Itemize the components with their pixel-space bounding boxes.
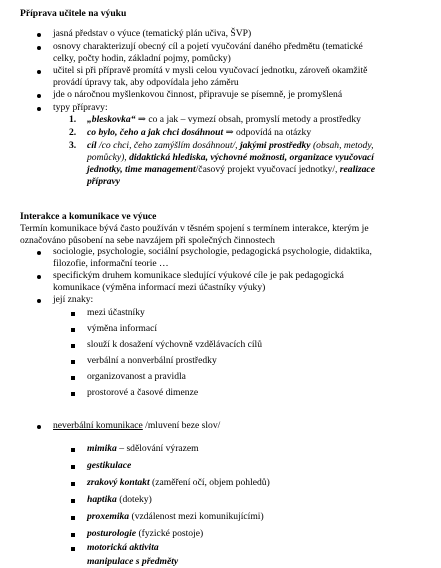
square-bullet [71,547,75,551]
bullet-text: filozofie, informační teorie … [53,258,169,269]
square-bullet [71,360,75,364]
sign-item: prostorové a časové dimenze [87,387,199,398]
bullet-text: komunikace (výměna informací mezi účastníky výuky) [53,282,266,293]
list-number: 3. [69,140,77,151]
text-run: realizace [339,164,375,175]
numbered-item-3-line [87,152,374,164]
bullet-marker [37,70,41,74]
term-note: /mluvení beze slov/ [142,420,221,431]
square-bullet [71,533,75,537]
bullet-marker [37,275,41,279]
nonverbal-item [87,556,178,568]
text-run: didaktická hlediska, výchovné možnosti, organizace vyučovací [129,152,374,163]
bullet-marker [37,299,41,303]
nonverbal-item [87,511,264,523]
bullet-text: specifickým druhem komunikace sledující výukové cíle je pak pedagogická [53,270,344,281]
nonverbal-note: (vzdálenost mezi komunikujícími) [129,511,264,522]
bullet-text: celky, počty hodin, základní pojmy, pomůcky) [53,53,231,64]
sign-item: slouží k dosažení výchovně vzdělávacích cílů [87,339,263,350]
bullet-text: sociologie, psychologie, sociální psychologie, pedagogická psychologie, didaktika, [53,246,372,257]
sign-item: mezi účastníky [87,307,145,318]
bullet-text [53,420,220,432]
nonverbal-term: manipulace s předměty [87,556,179,567]
square-bullet [71,328,75,332]
square-bullet [71,448,75,452]
sign-item: výměna informací [87,323,158,334]
nonverbal-note: – sdělování výrazem [116,443,199,454]
numbered-item-2 [87,127,311,139]
numbered-item-description: ⇒ co a jak – vymezí obsah, promyslí metody a prostředky [135,114,361,125]
nonverbal-item [87,443,199,455]
nonverbal-item [87,528,203,540]
bullet-text: provádí úpravy tak, aby odpovídala jeho záměru [53,77,239,88]
bullet-text: učitel si při přípravě promítá v mysli celou vyučovací jednotku, zároveň okamžitě [53,65,368,76]
text-run: jednotky, time management [87,164,196,175]
nonverbal-term: gestikulace [87,460,132,471]
nonverbal-term: proxemika [87,511,130,522]
list-number: 2. [69,127,77,138]
underlined-term: neverbální komunikace [53,420,143,431]
numbered-item-3 [87,140,373,152]
numbered-item-1 [87,114,361,126]
nonverbal-item [87,460,131,472]
square-bullet [71,465,75,469]
numbered-item-description: ⇒ odpovídá na otázky [223,127,312,138]
section-heading-preparation: Příprava učitele na výuku [20,8,127,19]
bullet-text: její znaky: [53,294,94,305]
bullet-marker [37,251,41,255]
text-run: pomůcky), [87,152,130,163]
numbered-item-3-line [87,164,375,176]
bullet-marker [37,33,41,37]
section-heading-interaction: Interakce a komunikace ve výuce [20,211,157,222]
nonverbal-term: haptika [87,494,117,505]
text-run: cíl [87,140,97,151]
text-run: jakými prostředky [239,140,311,151]
nonverbal-item [87,542,159,554]
square-bullet [71,499,75,503]
square-bullet [71,376,75,380]
bullet-marker [37,107,41,111]
square-bullet [71,392,75,396]
nonverbal-item [87,477,270,489]
intro-paragraph: označováno působení na sebe navzájem při společných činnostech [20,235,275,246]
bullet-marker [37,425,41,429]
text-run: (obsah, metody, [310,140,374,151]
square-bullet [71,312,75,316]
list-number: 1. [69,114,77,125]
bullet-text: jasná představ o výuce (tematický plán učiva, ŠVP) [53,28,252,39]
nonverbal-term: motorická aktivita [87,542,159,553]
square-bullet [71,344,75,348]
square-bullet [71,516,75,520]
bullet-text: jde o náročnou myšlenkovou činnost, připravuje se písemně, je promyšlená [53,89,343,100]
bullet-marker [37,94,41,98]
nonverbal-note: (zaměření očí, objem pohledů) [149,477,270,488]
numbered-item-term: „bleskovka“ [87,114,136,125]
bullet-text: osnovy charakterizují obecný cíl a pojetí vyučování daného předmětu (tematické [53,41,363,52]
sign-item: organizovanost a pravidla [87,371,186,382]
bullet-text: typy přípravy: [53,102,108,113]
nonverbal-item [87,494,152,506]
intro-paragraph: Termín komunikace bývá často používán v těsném spojení s termínem interakce, kterým je [20,223,369,234]
square-bullet [71,482,75,486]
nonverbal-term: posturologie [87,528,137,539]
bullet-marker [37,46,41,50]
numbered-item-3-line: přípravy [87,176,121,187]
nonverbal-term: mimika [87,443,117,454]
numbered-item-term: co bylo, čeho a jak chci dosáhnout [87,127,224,138]
sign-item: verbální a nonverbální prostředky [87,355,217,366]
nonverbal-term: zrakový kontakt [87,477,150,488]
nonverbal-note: (doteky) [116,494,152,505]
nonverbal-note: (fyzické postoje) [136,528,204,539]
text-run: /časový projekt vyučovací jednotky/, [195,164,340,175]
text-run: /co chci, čeho zamýšlím dosáhnout/, [96,140,240,151]
